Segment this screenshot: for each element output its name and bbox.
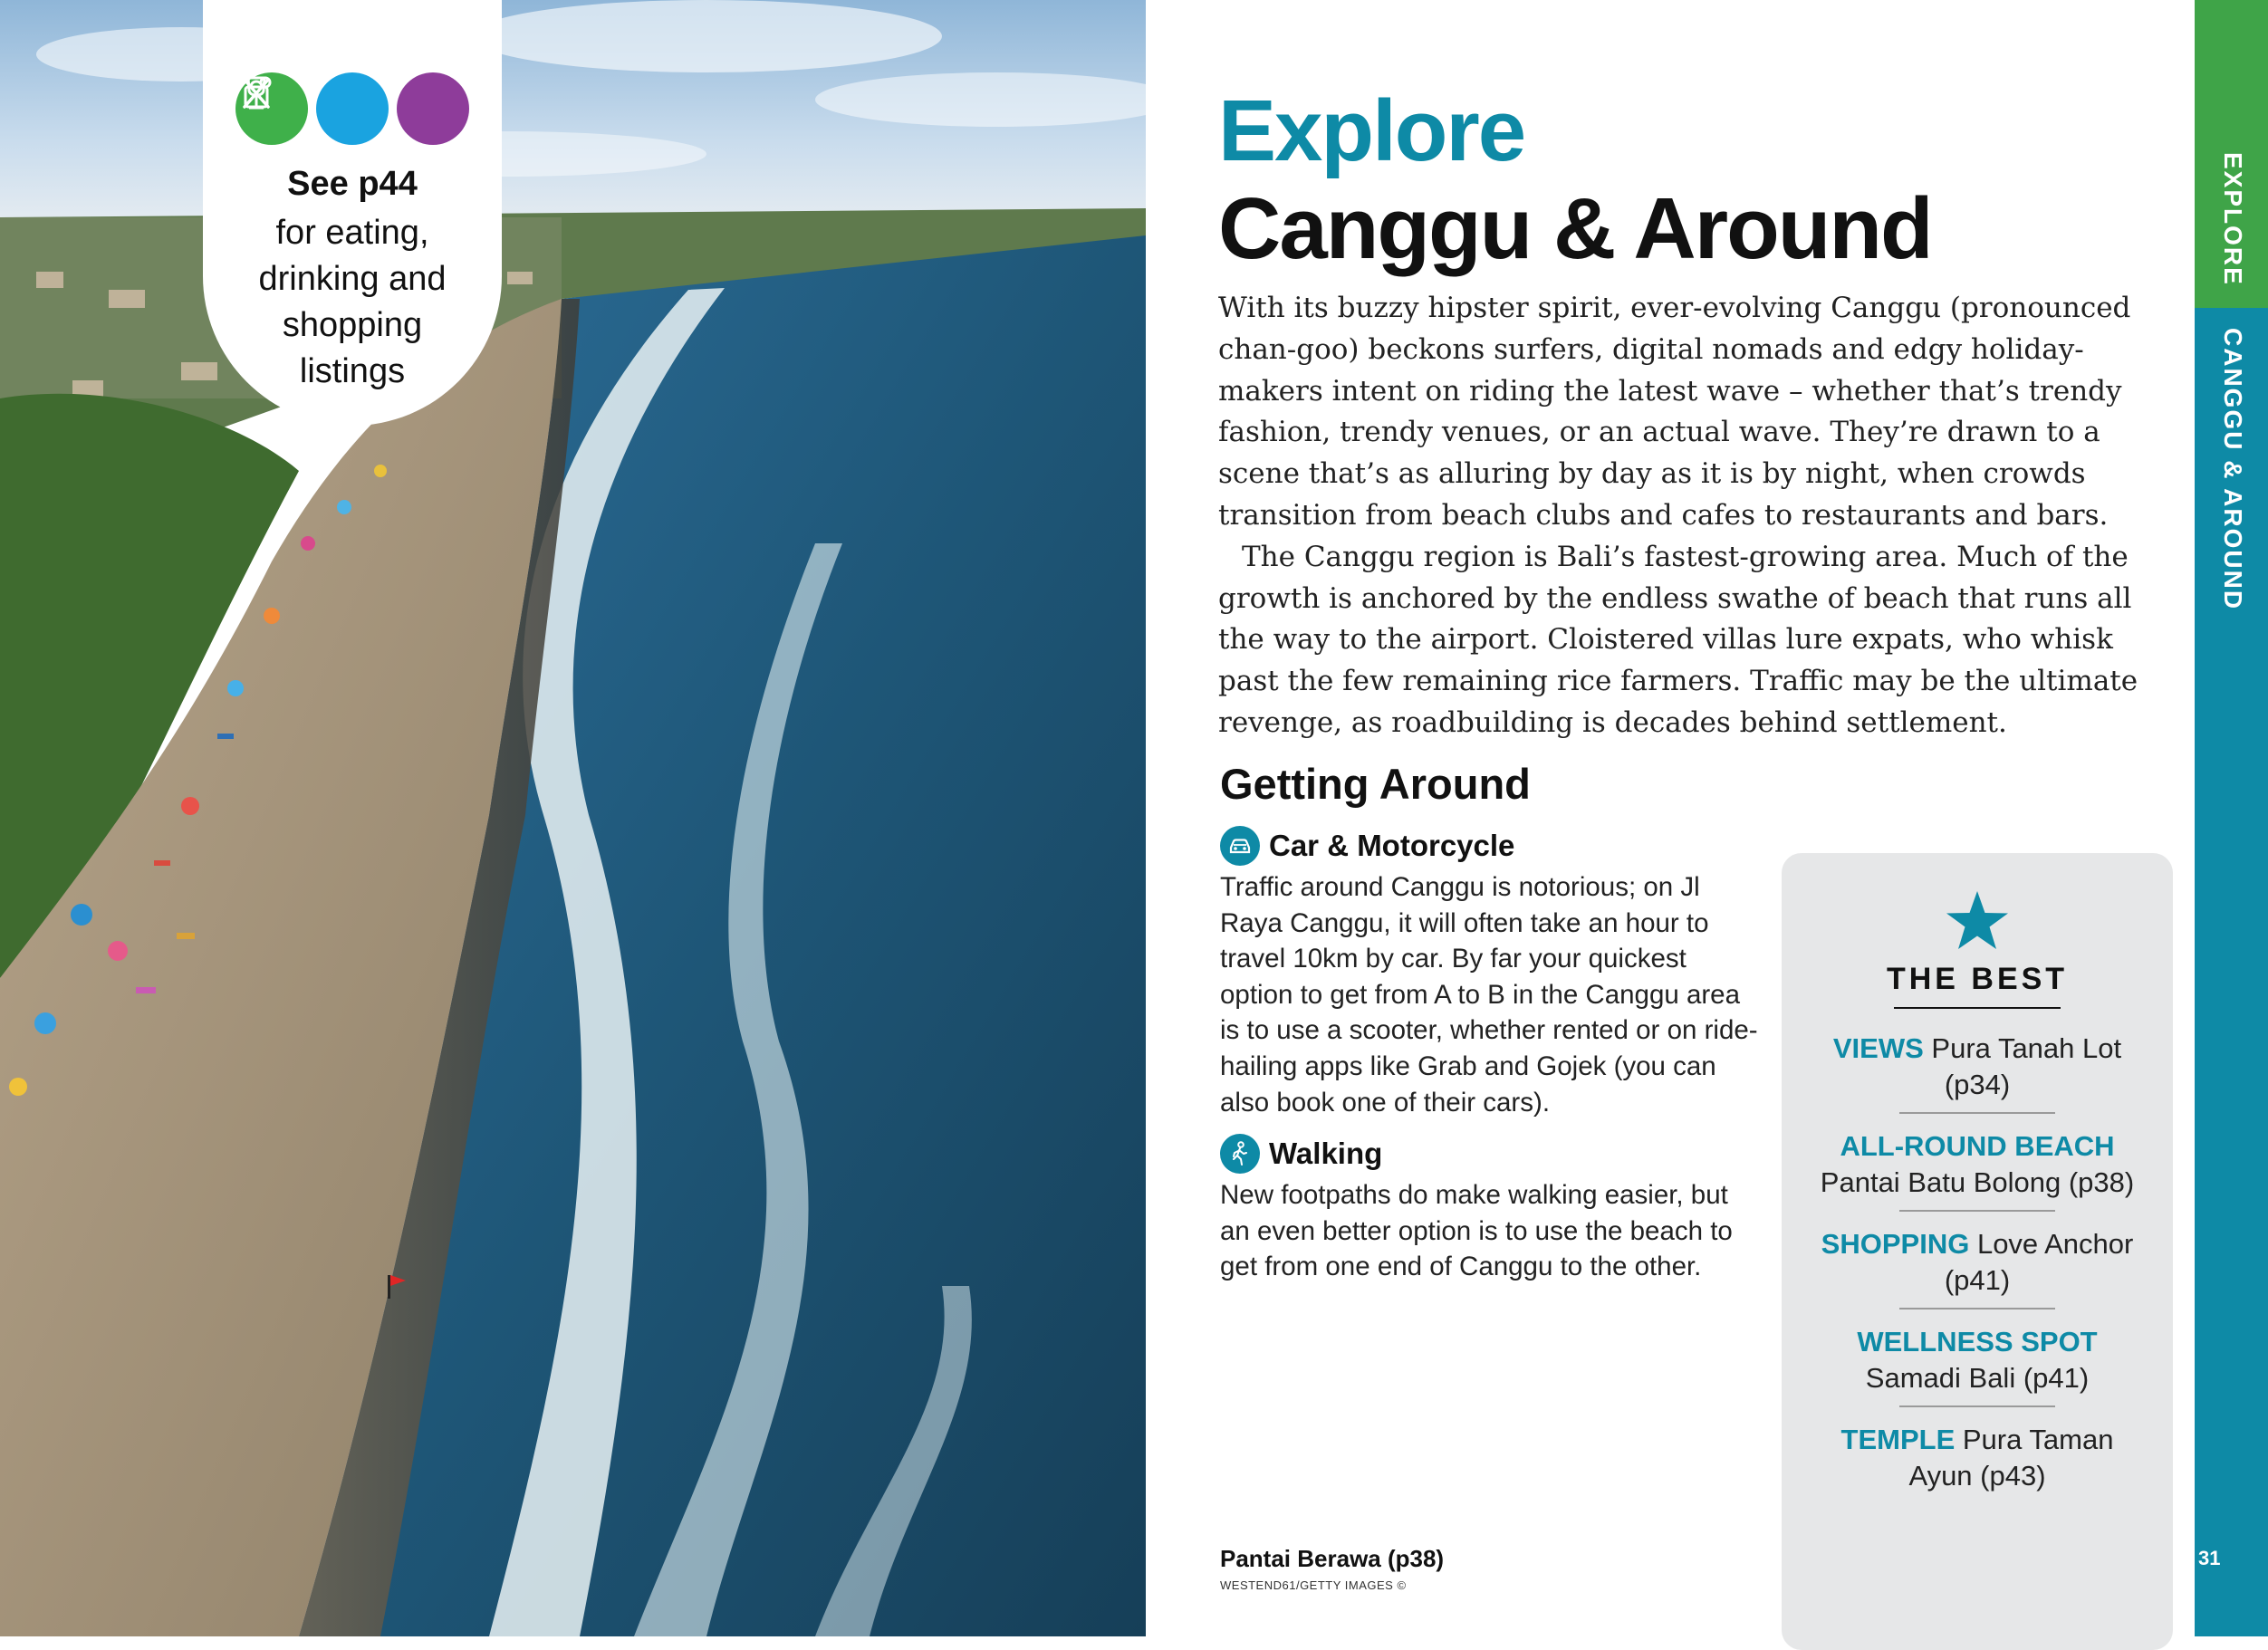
wine-glass-icon — [316, 72, 389, 145]
see-listings-callout — [203, 0, 502, 426]
see-listings-text: for eating, drinking and shopping listings — [258, 214, 447, 390]
best-item — [1809, 1031, 2146, 1103]
divider — [1899, 1112, 2055, 1114]
transport-car-motorcycle — [1220, 824, 1763, 1120]
page-number: 31 — [2198, 1547, 2221, 1569]
best-text: Love Anchor (p41) — [1944, 1228, 2134, 1296]
transport-title: Car & Motorcycle — [1269, 829, 1515, 862]
explore-tab — [2195, 0, 2268, 308]
best-category: SHOPPING — [1821, 1228, 1970, 1260]
best-item — [1809, 1128, 2146, 1201]
best-item — [1809, 1226, 2146, 1299]
intro-text — [1218, 288, 2174, 744]
title-rule — [1894, 1007, 2061, 1009]
best-text: Pura Taman Ayun (p43) — [1908, 1424, 2114, 1492]
transport-title: Walking — [1269, 1137, 1383, 1170]
getting-around-heading: Getting Around — [1220, 760, 1531, 808]
section-kicker: Explore — [1218, 82, 1525, 179]
see-page-reference: See p44 — [287, 165, 418, 203]
car-icon — [1220, 826, 1260, 866]
photo-credit: WESTEND61/GETTY IMAGES © — [1220, 1578, 1407, 1592]
best-text: Pura Tanah Lot (p34) — [1931, 1032, 2122, 1100]
best-text: Samadi Bali (p41) — [1865, 1362, 2090, 1394]
best-text: Pantai Batu Bolong (p38) — [1820, 1166, 2135, 1198]
intro-paragraph: The Canggu region is Bali’s fastest-growing area. Much of the growth is anchored by the endless swathe of beach that runs all the way to the airport. Cloistered villas lure expats, who whisk past the few remaining rice farmers. Traffic may be the ultimate revenge, as roadbuilding is decades behind settlement. — [1218, 540, 2138, 739]
intro-paragraph: With its buzzy hipster spirit, ever-evolving Canggu (pronounced chan-goo) beckons surfers, digital nomads and edgy holiday-makers intent on riding the latest wave – whether that’s trendy fashion, trendy venues, or an actual wave. They’re drawn to a scene that’s as alluring by day as it is by night, when crowds transition from beach clubs and cafes to restaurants and bars. — [1218, 292, 2131, 532]
divider — [1899, 1210, 2055, 1212]
section-tab-label: CANGGU & AROUND — [2219, 328, 2247, 611]
transport-walking — [1220, 1132, 1763, 1285]
best-category: WELLNESS SPOT — [1857, 1326, 2098, 1357]
best-category: VIEWS — [1832, 1032, 1924, 1064]
shopping-bag-icon — [397, 72, 469, 145]
the-best-title: THE BEST — [1886, 962, 2069, 996]
best-item — [1809, 1422, 2146, 1494]
star-icon — [1945, 889, 2010, 955]
best-category: ALL-ROUND BEACH — [1840, 1130, 2115, 1162]
section-tab — [2195, 308, 2268, 1636]
explore-tab-label: EXPLORE — [2219, 152, 2247, 286]
transport-body: Traffic around Canggu is notorious; on Jl Raya Canggu, it will often take an hour to travel 10km by car. By far your quickest option to get from A to B in the Canggu area is to use a scooter, whether rented or on ride-hailing apps like Grab and Gojek (you can also book one of their cars). — [1220, 872, 1758, 1118]
transport-body: New footpaths do make walking easier, but an even better option is to use the beach to get from one end of Canggu to the other. — [1220, 1180, 1733, 1282]
the-best-box — [1782, 853, 2173, 1650]
walking-icon — [1220, 1134, 1260, 1174]
best-category: TEMPLE — [1840, 1424, 1956, 1455]
photo-caption: Pantai Berawa (p38) — [1220, 1545, 1445, 1572]
page-title: Canggu & Around — [1218, 180, 1932, 277]
divider — [1899, 1308, 2055, 1309]
divider — [1899, 1405, 2055, 1407]
best-item — [1809, 1324, 2146, 1396]
